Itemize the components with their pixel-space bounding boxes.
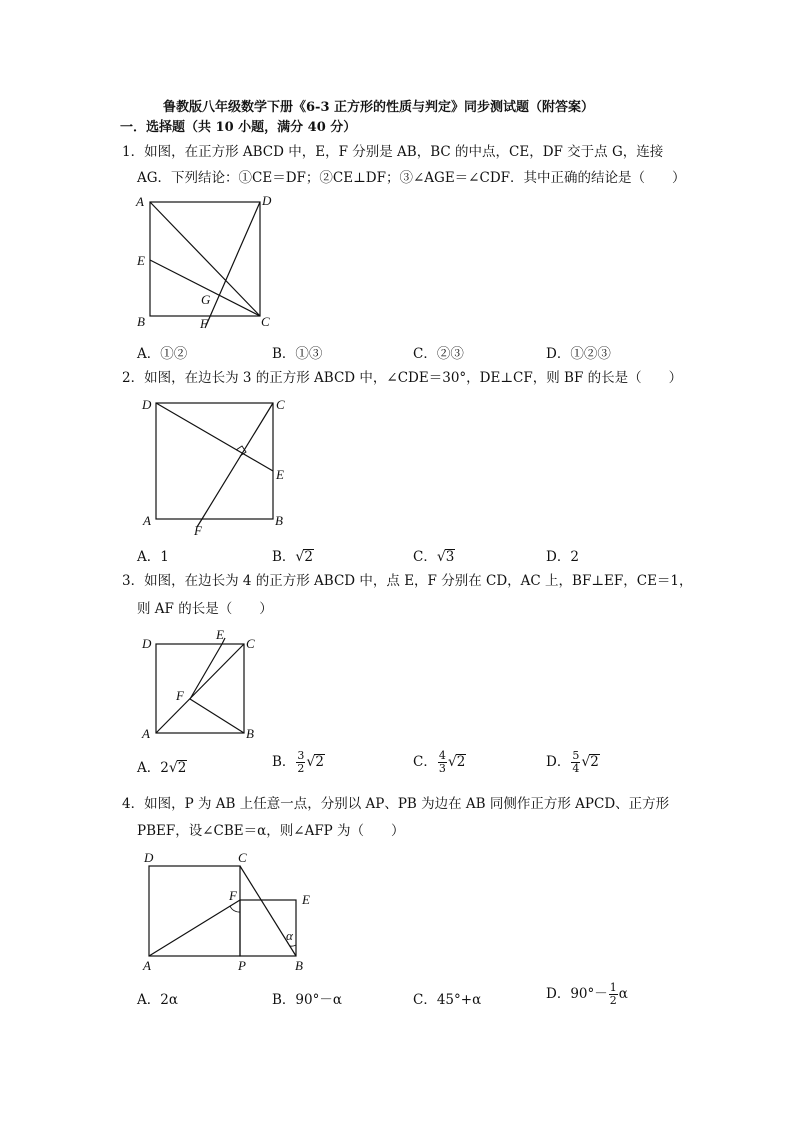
option-2-a: A．1 [137,549,169,565]
question-2-line-1: 2．如图，在边长为 3 的正方形 ABCD 中，∠CDE＝30°，DE⊥CF，则 BF 的长是（ ） [122,370,683,386]
question-4-line-2: PBEF，设∠CBE＝α，则∠AFP 为（ ） [137,823,405,839]
option-4-c: C．45°+α [413,992,482,1008]
label-alpha: α [286,928,293,943]
label-a: A [143,513,151,528]
label-d: D [142,397,152,412]
label-c: C [246,636,255,651]
label-f: F [200,316,208,331]
label-e: E [216,628,224,642]
label-a: A [142,726,150,741]
question-1-line-2: AG．下列结论：①CE＝DF；②CE⊥DF；③∠AGE＝∠CDF．其中正确的结论是（ ） [137,170,686,186]
label-a: A [143,958,151,973]
label-e: E [302,892,310,907]
question-3-line-1: 3．如图，在边长为 4 的正方形 ABCD 中，点 E，F 分别在 CD，AC 上，BF⊥EF，CE＝1， [122,573,693,589]
figure-2 [134,393,294,538]
label-d: D [262,193,272,208]
label-g: G [201,292,211,307]
label-b: B [295,958,303,973]
question-1-line-1: 1．如图，在正方形 ABCD 中，E，F 分别是 AB，BC 的中点，CE，DF 交于点 G，连接 [122,144,664,160]
option-1-c: C．②③ [413,346,464,362]
figure-3 [134,628,274,744]
option-3-d: D． $\frac{5}{4}$ √2 [546,749,599,775]
question-4-line-1: 4．如图，P 为 AB 上任意一点，分别以 AP、PB 为边在 AB 同侧作正方形 APCD、正方形 [122,796,670,812]
label-f: F [176,688,184,703]
label-b: B [275,513,283,528]
question-3-line-2: 则 AF 的长是（ ） [137,601,273,617]
label-d: D [144,850,154,865]
option-2-b: B．√2 [272,549,313,565]
label-b: B [246,726,254,741]
option-1-a: A．①② [137,346,188,362]
label-c: C [276,397,285,412]
label-f: F [194,523,202,538]
option-4-b: B．90°－α [272,992,342,1008]
option-4-a: A．2α [137,992,178,1008]
option-2-d: D．2 [546,549,579,565]
square-apcd [149,866,240,956]
option-4-d: D．90°－ $\frac{1}{2}$ α [546,981,628,1007]
label-c: C [238,850,247,865]
label-c: C [261,314,270,329]
label-p: P [238,958,246,973]
label-d: D [142,636,152,651]
label-a: A [136,194,144,209]
option-1-b: B．①③ [272,346,323,362]
option-3-a: A．2√2 [137,760,187,776]
label-e: E [276,467,284,482]
page-title: 鲁教版八年级数学下册《6-3 正方形的性质与判定》同步测试题（附答案） [163,100,595,115]
option-3-b: B． $\frac{3}{2}$ √2 [272,749,324,775]
figure-4 [134,848,334,976]
option-2-c: C．√3 [413,549,455,565]
label-f: F [229,888,237,903]
label-e: E [137,253,145,268]
option-1-d: D．①②③ [546,346,611,362]
section-heading: 一．选择题（共 10 小题，满分 40 分） [120,120,357,135]
label-b: B [137,314,145,329]
figure-1 [134,192,284,332]
option-3-c: C． $\frac{4}{3}$ √2 [413,749,466,775]
